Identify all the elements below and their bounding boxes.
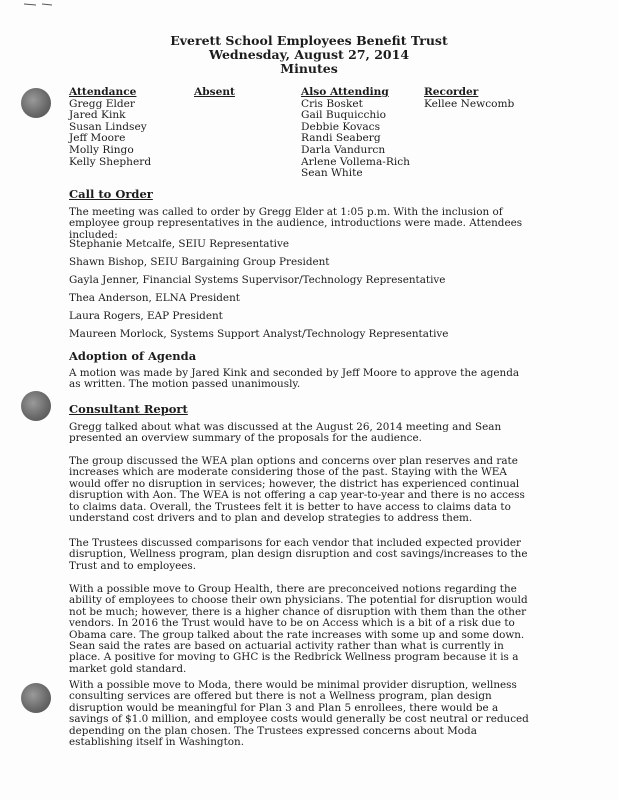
absent-heading: Absent <box>194 86 235 98</box>
attendance-name: Jeff Moore <box>69 132 126 145</box>
consultant-paragraph: The Trustees discussed comparisons for each vendor that included expected provider disruption, Wellness program, plan design disruption and cost savings/increases to the Trust and to employees. <box>69 537 528 572</box>
attendee-item: Gayla Jenner, Financial Systems Supervisor/Technology Representative <box>69 274 446 286</box>
also-attending-name: Gail Buquicchio <box>301 109 386 122</box>
also-attending-name: Randi Seaberg <box>301 132 381 145</box>
attendee-item: Stephanie Metcalfe, SEIU Representative <box>69 238 290 250</box>
attendance-name: Susan Lindsey <box>69 120 147 133</box>
hole-punch-middle <box>21 391 51 421</box>
hole-punch-top <box>21 88 51 118</box>
recorder-column <box>424 87 514 110</box>
consultant-paragraph: Gregg talked about what was discussed at the August 26, 2014 meeting and Sean presented an overview summary of the proposals for the audience. <box>69 421 502 445</box>
attendance-name: Molly Ringo <box>69 143 134 156</box>
hole-punch-bottom <box>21 683 51 713</box>
absent-column <box>194 87 235 99</box>
org-title: Everett School Employees Benefit Trust <box>170 33 448 48</box>
attendee-item: Maureen Morlock, Systems Support Analyst/Technology Representative <box>69 328 449 340</box>
consultant-paragraph: The group discussed the WEA plan options and concerns over plan reserves and rate increases which are moderate considering those of the past. Staying with the WEA would offer no disruption in services; however, the district has experienced continual disruption with Aon. The WEA is not offering a cap year-to-year and there is no access to claims data. Overall, the Trustees felt it is better to have access to claims data to understand cost drivers and to plan and develop strategies to address them. <box>69 455 525 525</box>
consultant-report-title: Consultant Report <box>69 402 188 416</box>
consultant-paragraph: With a possible move to Moda, there would be minimal provider disruption, wellness consulting services are offered but there is not a Wellness program, plan design disruption would be meaningful for Plan 3 and Plan 5 enrollees, there would be a savings of $1.0 million, and employee costs would generally be cost neutral or reduced depending on the plan chosen. The Trustees expressed concerns about Moda establishing itself in Washington. <box>69 679 529 749</box>
attendance-name: Jared Kink <box>69 109 126 122</box>
recorder-heading: Recorder <box>424 86 479 98</box>
attendee-item: Laura Rogers, EAP President <box>69 310 223 322</box>
attendance-name: Gregg Elder <box>69 97 135 110</box>
consultant-paragraph: With a possible move to Group Health, there are preconceived notions regarding the ability of employees to choose their own physicians. The potential for disruption would not be much; however, there is a higher chance of disruption with them than the other vendors. In 2016 the Trust would have to be on Access which is a bit of a risk due to Obama care. The group talked about the rate increases with some up and some down. Sean said the rates are based on actuarial activity rather than what is currently in place. A positive for moving to GHC is the Redbrick Wellness program because it is a market gold standard. <box>69 583 528 675</box>
call-to-order-title: Call to Order <box>69 187 153 201</box>
attendee-item: Thea Anderson, ELNA President <box>69 292 240 304</box>
also-attending-heading: Also Attending <box>301 86 389 98</box>
also-attending-name: Cris Bosket <box>301 97 363 110</box>
attendance-column <box>69 87 151 168</box>
adoption-of-agenda-text: A motion was made by Jared Kink and seconded by Jeff Moore to approve the agenda as written. The motion passed unanimously. <box>69 367 520 391</box>
meeting-date: Wednesday, August 27, 2014 <box>208 47 410 62</box>
adoption-of-agenda-title: Adoption of Agenda <box>69 349 197 363</box>
attendee-item: Shawn Bishop, SEIU Bargaining Group President <box>69 256 330 268</box>
doc-type: Minutes <box>280 61 338 76</box>
scan-corner-mark <box>22 2 54 6</box>
also-attending-name: Arlene Vollema-Rich <box>301 155 410 168</box>
call-to-order-text: The meeting was called to order by Gregg Elder at 1:05 p.m. With the inclusion of employee group representatives in the audience, introductions were made. Attendees included: <box>69 206 523 241</box>
attendance-name: Kelly Shepherd <box>69 155 152 168</box>
also-attending-name: Darla Vandurcn <box>301 143 386 156</box>
also-attending-name: Debbie Kovacs <box>301 120 381 133</box>
recorder-name: Kellee Newcomb <box>424 97 515 110</box>
also-attending-column <box>301 87 410 180</box>
also-attending-name: Sean White <box>301 167 363 180</box>
attendance-heading: Attendance <box>69 86 137 98</box>
